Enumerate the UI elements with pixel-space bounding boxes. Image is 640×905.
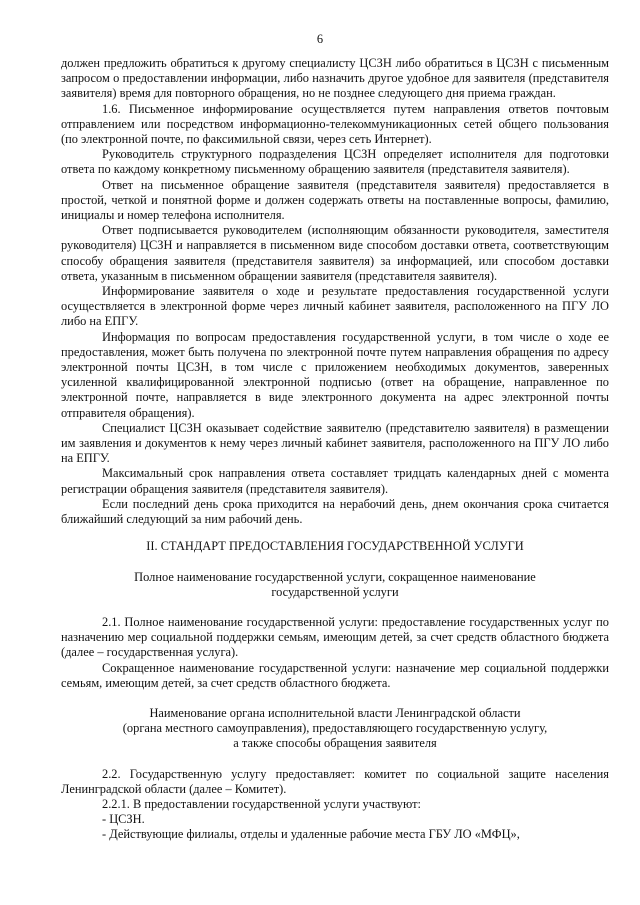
list-item: - ЦСЗН. [102,812,145,827]
subsection-heading-line: (органа местного самоуправления), предоставляющего государственную услугу, [122,721,548,736]
page-number: 6 [316,32,324,46]
subsection-heading [61,570,609,600]
paragraph: Специалист ЦСЗН оказывает содействие заявителю (представителю заявителя) в размещении им заявления и документов к нему через личный кабинет заявителя, расположенного на ПГУ ЛО либо на ЕПГУ. [61,420,609,466]
paragraph: Руководитель структурного подразделения ЦСЗН определяет исполнителя для подготовки ответа по каждому конкретному письменному обращению заявителя (представителя заявителя). [61,147,609,177]
subsection-heading-line: а также способы обращения заявителя [233,736,437,751]
paragraph: 1.6. Письменное информирование осуществляется путем направления ответов почтовым отправлением или посредством информационно-телекоммуникационных сетей общего пользования (по электронной почте, по факсимильной связи, через сеть Интернет). [61,101,609,147]
paragraph: Ответ на письменное обращение заявителя (представителя заявителя) предоставляется в простой, четкой и понятной форме и должен содержать ответы на поставленные вопросы, фамилию, инициалы и номер телефона исполнителя. [61,177,609,223]
paragraph: Ответ подписывается руководителем (исполняющим обязанности руководителя, заместителя руководителя) ЦСЗН и направляется в письменном виде способом доставки ответа, соответствующим способу обращения заявителя (представителя заявителя) за информацией, или способом доставки ответа, указанным в письменном обращении заявителя (представителя заявителя). [61,223,609,283]
document-body [61,56,609,843]
paragraph: Информация по вопросам предоставления государственной услуги, в том числе о ходе ее предоставления, может быть получена по электронной почте путем направления обращения по адресу электронной почты ЦСЗН, в том числе с приложением необходимых документов, заверенных усиленной квалифицированной электронной подписью (ответ на обращение, направленное по электронной почте, направляется в виде электронного документа на адрес электронной почты отправителя обращения). [61,329,609,420]
paragraph: Максимальный срок направления ответа составляет тридцать календарных дней с момента регистрации обращения заявителя (представителя заявителя). [61,466,609,496]
paragraph: Сокращенное наименование государственной услуги: назначение мер социальной поддержки семьям, имеющим детей, за счет средств областного бюджета. [61,660,609,690]
subsection-heading-line: Полное наименование государственной услуги, сокращенное наименование [134,569,536,584]
paragraph: Информирование заявителя о ходе и результате предоставления государственной услуги осуществляется в электронной форме через личный кабинет заявителя, расположенного на ПГУ ЛО либо на ЕПГУ. [61,284,609,329]
paragraph: 2.1. Полное наименование государственной услуги: предоставление государственных услуг по назначению мер социальной поддержки семьям, имеющим детей, за счет средств областного бюджета (далее – государственная услуга). [61,614,609,660]
subsection-heading-line: Наименование органа исполнительной власти Ленинградской области [149,705,521,720]
paragraph: 2.2.1. В предоставлении государственной услуги участвуют: [102,796,421,811]
paragraph: должен предложить обратиться к другому специалисту ЦСЗН либо обратиться в ЦСЗН с письменным запросом о предоставлении информации, либо назначить другое удобное для заявителя (представителя заявителя) время для повторного обращения, но не позднее следующего дня приема граждан. [61,56,609,101]
paragraph: Если последний день срока приходится на нерабочий день, днем окончания срока считается ближайший следующий за ним рабочий день. [61,496,609,527]
subsection-heading [61,706,609,752]
list-item: - Действующие филиалы, отделы и удаленные рабочие места ГБУ ЛО «МФЦ», [102,827,520,842]
section-title: II. СТАНДАРТ ПРЕДОСТАВЛЕНИЯ ГОСУДАРСТВЕННОЙ УСЛУГИ [146,539,524,554]
subsection-heading-line: государственной услуги [271,584,399,599]
paragraph: 2.2. Государственную услугу предоставляет: комитет по социальной защите населения Ленинградской области (далее – Комитет). [61,766,609,796]
